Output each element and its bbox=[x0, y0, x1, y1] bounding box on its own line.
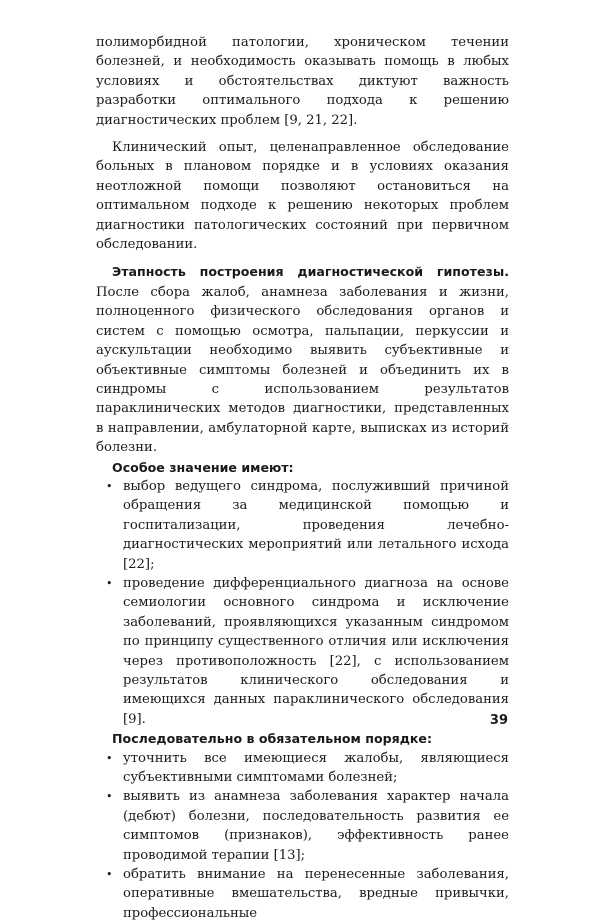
list-item bbox=[96, 574, 509, 729]
list-item-text: уточнить все имеющиеся жалобы, являющиеся субъективными симптомами болезней; bbox=[123, 750, 509, 786]
list-item-text: проведение дифференциального диагноза на основе семиологии основного синдрома и исключение заболеваний, проявляющихся указанным синдромом по принципу существенного отличия или исключения через противоположность [22], с использованием результатов клинического обследования и имеющихся данных параклинического обследования [9]. bbox=[123, 575, 509, 727]
paragraph-3 bbox=[96, 262, 509, 457]
paragraph-1: полиморбидной патологии, хроническом течении болезней, и необходимость оказывать помощь в любых условиях и обстоятельствах диктуют важность разработки оптимального подхода к решению диагностических проблем [9, 21, 22]. bbox=[96, 35, 509, 128]
paragraph-2: Клинический опыт, целенаправленное обследование больных в плановом порядке и в условиях оказания неотложной помощи позволяют остановиться на оптимальном подходе к решению некоторых проблем диагностики патологических состояний при первичном обследовании. bbox=[96, 140, 509, 253]
section-2-heading: Последовательно в обязательном порядке: bbox=[112, 731, 432, 747]
list-item-text: выбор ведущего синдрома, послуживший причиной обращения за медицинской помощью и госпитализации, проведения лечебно-диагностических мероприятий или летального исхода [22]; bbox=[123, 478, 509, 572]
paragraph-3-text: После сбора жалоб, анамнеза заболевания и жизни, полноценного физического обследования органов и систем с помощью осмотра, пальпации, перкуссии и аускультации необходимо выявить субъективные и объективные симптомы болезней и объединить их в синдромы с использованием результатов параклинических методов диагностики, представленных в направлении, амбулаторной карте, выписках из историй болезни. bbox=[96, 284, 509, 456]
list-item bbox=[96, 477, 509, 574]
bullet-icon: • bbox=[106, 790, 113, 804]
list-item bbox=[96, 865, 509, 923]
list-item-text: выявить из анамнеза заболевания характер начала (дебют) болезни, последовательность развития ее симптомов (признаков), эффективность ранее проводимой терапии [13]; bbox=[123, 789, 509, 863]
list-item-text: обратить внимание на перенесенные заболевания, оперативные вмешательства, вредные привычки, профессиональные bbox=[123, 867, 509, 921]
list-item bbox=[96, 787, 509, 865]
bullet-icon: • bbox=[106, 479, 113, 493]
bullet-icon: • bbox=[106, 576, 113, 590]
page-number: 39 bbox=[489, 713, 508, 728]
section-1-list bbox=[96, 477, 509, 729]
text-column bbox=[96, 33, 509, 923]
bullet-icon: • bbox=[106, 868, 113, 882]
paragraph-gap bbox=[96, 254, 509, 262]
paragraph-gap bbox=[96, 130, 509, 138]
list-item bbox=[96, 749, 509, 788]
section-2-list bbox=[96, 749, 509, 923]
bullet-icon: • bbox=[106, 751, 113, 765]
section-1-heading: Особое значение имеют: bbox=[112, 459, 294, 475]
paragraph-3-bold-lead: Этапность построения диагностической гипотезы. bbox=[112, 264, 509, 280]
